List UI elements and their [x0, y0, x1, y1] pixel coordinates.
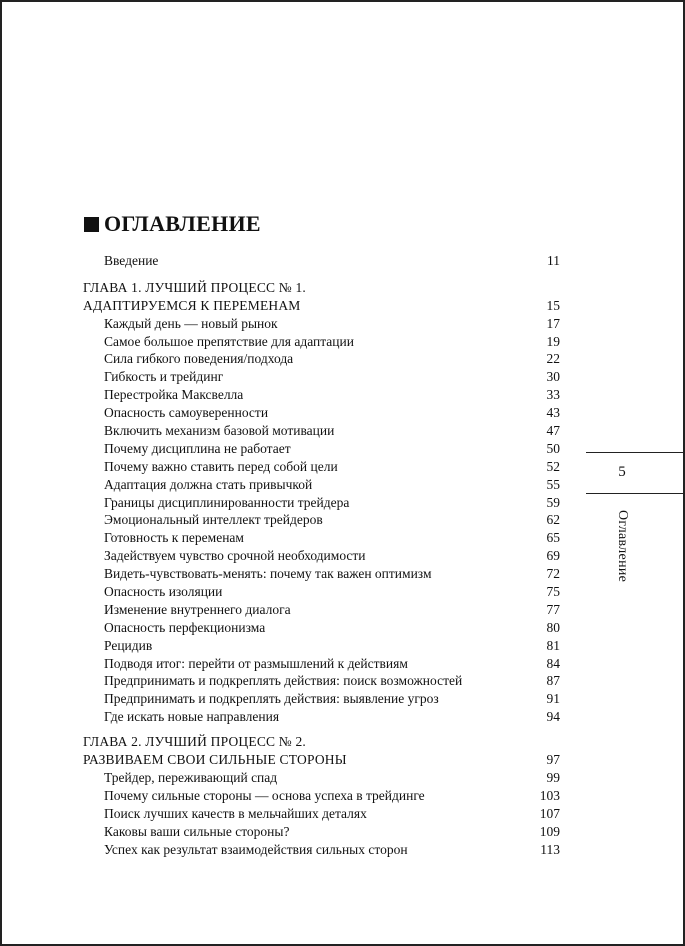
toc-entry-page: 33	[546, 387, 560, 403]
toc-entry-title: АДАПТИРУЕМСЯ К ПЕРЕМЕНАМ	[83, 297, 301, 313]
toc-entry-page: 97	[546, 752, 560, 768]
toc-entry-title: Адаптация должна стать привычкой	[104, 476, 313, 492]
toc-chapter-line[interactable]	[83, 279, 560, 297]
toc-item[interactable]	[83, 440, 560, 458]
toc-entry-title: Сила гибкого поведения/подхода	[104, 351, 294, 367]
toc-entry-page: 72	[546, 566, 560, 582]
toc-item[interactable]	[83, 637, 560, 655]
toc-item[interactable]	[83, 655, 560, 673]
toc-entry-page: 103	[539, 787, 560, 803]
toc-item[interactable]	[83, 529, 560, 547]
toc-entry-title: Изменение внутреннего диалога	[104, 601, 291, 617]
toc-entry-page: 81	[546, 637, 560, 653]
toc-entry-title: Рецидив	[104, 637, 153, 653]
toc-entry-page: 107	[539, 805, 560, 821]
page-number: 5	[618, 464, 626, 480]
toc-entry-title: Успех как результат взаимодействия сильных сторон	[104, 841, 408, 857]
toc-entry-page: 113	[540, 841, 560, 857]
page-title	[84, 211, 261, 237]
toc-item[interactable]	[83, 805, 560, 823]
toc-chapter-line[interactable]	[83, 733, 560, 751]
toc-entry-title: Видеть-чувствовать-менять: почему так важен оптимизм	[104, 566, 432, 582]
toc-item[interactable]	[83, 583, 560, 601]
toc-item[interactable]	[83, 315, 560, 333]
toc-entry-page: 59	[546, 494, 560, 510]
toc-entry-title: Почему сильные стороны — основа успеха в трейдинге	[104, 787, 425, 803]
toc-item[interactable]	[83, 708, 560, 726]
toc-entry-page: 17	[546, 315, 560, 331]
toc-entry-title: Где искать новые направления	[104, 709, 280, 725]
toc-entry-page: 62	[546, 512, 560, 528]
toc-item[interactable]	[83, 619, 560, 637]
toc-item[interactable]	[83, 333, 560, 351]
toc-entry-page: 69	[546, 548, 560, 564]
toc-entry-page: 80	[546, 619, 560, 635]
toc-item[interactable]	[83, 511, 560, 529]
toc-entry-page: 65	[546, 530, 560, 546]
toc-entry-title: Почему важно ставить перед собой цели	[104, 458, 338, 474]
toc-chapter-line[interactable]	[83, 297, 560, 315]
toc-item[interactable]	[83, 601, 560, 619]
toc-item[interactable]	[83, 787, 560, 805]
toc-item[interactable]	[83, 422, 560, 440]
toc-item[interactable]	[83, 769, 560, 787]
toc-item[interactable]	[83, 841, 560, 859]
toc-entry-page: 75	[546, 584, 560, 600]
toc-item[interactable]	[83, 386, 560, 404]
toc-entry-title: Гибкость и трейдинг	[104, 369, 224, 385]
running-header-vertical: Оглавление	[615, 510, 630, 583]
toc-item[interactable]	[83, 350, 560, 368]
toc-entry-page: 52	[546, 458, 560, 474]
toc-entry-page: 84	[546, 655, 560, 671]
toc-entry-title: Трейдер, переживающий спад	[104, 769, 278, 785]
toc-entry-page: 47	[546, 423, 560, 439]
toc-entry-page: 22	[546, 351, 560, 367]
toc-entry-page: 50	[546, 440, 560, 456]
toc-entry-title: Самое большое препятствие для адаптации	[104, 333, 354, 349]
toc-entry-title: Предпринимать и подкреплять действия: поиск возможностей	[104, 673, 463, 689]
toc-entry-page: 94	[546, 709, 560, 725]
toc-chapter-line[interactable]	[83, 751, 560, 769]
toc-entry-page: 43	[546, 405, 560, 421]
table-of-contents	[83, 252, 560, 858]
toc-entry-title: Задействуем чувство срочной необходимости	[104, 548, 366, 564]
toc-item[interactable]	[83, 823, 560, 841]
toc-entry-title: Предпринимать и подкреплять действия: выявление угроз	[104, 691, 439, 707]
toc-entry-title: Опасность изоляции	[104, 584, 223, 600]
toc-entry-page: 99	[546, 769, 560, 785]
toc-entry-title: Границы дисциплинированности трейдера	[104, 494, 350, 510]
toc-item[interactable]	[83, 690, 560, 708]
toc-entry-title: Перестройка Максвелла	[104, 387, 244, 403]
toc-entry-title: ГЛАВА 1. ЛУЧШИЙ ПРОЦЕСС № 1.	[83, 279, 306, 295]
toc-entry-page: 87	[546, 673, 560, 689]
toc-entry-title: Введение	[104, 253, 159, 268]
heading-text: ОГЛАВЛЕНИЕ	[104, 211, 261, 236]
toc-entry-page: 19	[546, 333, 560, 349]
square-bullet-icon	[84, 217, 99, 232]
toc-entry-title: Поиск лучших качеств в мельчайших деталях	[104, 805, 367, 821]
toc-item[interactable]	[83, 404, 560, 422]
toc-entry-title: Опасность самоуверенности	[104, 405, 269, 421]
toc-entry-title: Почему дисциплина не работает	[104, 440, 291, 456]
toc-entry-page: 109	[539, 823, 560, 839]
toc-entry-page: 15	[546, 297, 560, 313]
toc-entry-title: Эмоциональный интеллект трейдеров	[104, 512, 323, 528]
toc-entry-title: ГЛАВА 2. ЛУЧШИЙ ПРОЦЕСС № 2.	[83, 734, 306, 750]
toc-item[interactable]	[83, 547, 560, 565]
thumb-tab-bottom-rule	[586, 493, 685, 494]
toc-entry-title: Включить механизм базовой мотивации	[104, 423, 335, 439]
toc-entry-title: Готовность к переменам	[104, 530, 244, 546]
toc-entry-title: РАЗВИВАЕМ СВОИ СИЛЬНЫЕ СТОРОНЫ	[83, 752, 347, 768]
toc-item[interactable]	[83, 368, 560, 386]
toc-entry-page: 91	[546, 691, 560, 707]
toc-entry-title: Опасность перфекционизма	[104, 619, 266, 635]
thumb-tab-top-rule	[586, 452, 685, 453]
toc-entry-title: Каждый день — новый рынок	[104, 315, 278, 331]
toc-item[interactable]	[83, 494, 560, 512]
toc-entry-page: 11	[547, 253, 560, 268]
toc-entry-page: 55	[546, 476, 560, 492]
toc-entry-title: Подводя итог: перейти от размышлений к действиям	[104, 655, 408, 671]
toc-entry-page: 77	[546, 601, 560, 617]
toc-entry-title: Каковы ваши сильные стороны?	[104, 823, 290, 839]
toc-entry-page: 30	[546, 369, 560, 385]
toc-item[interactable]	[83, 476, 560, 494]
toc-item[interactable]	[83, 672, 560, 690]
toc-intro-line[interactable]	[83, 252, 560, 270]
toc-item[interactable]	[83, 458, 560, 476]
toc-item[interactable]	[83, 565, 560, 583]
